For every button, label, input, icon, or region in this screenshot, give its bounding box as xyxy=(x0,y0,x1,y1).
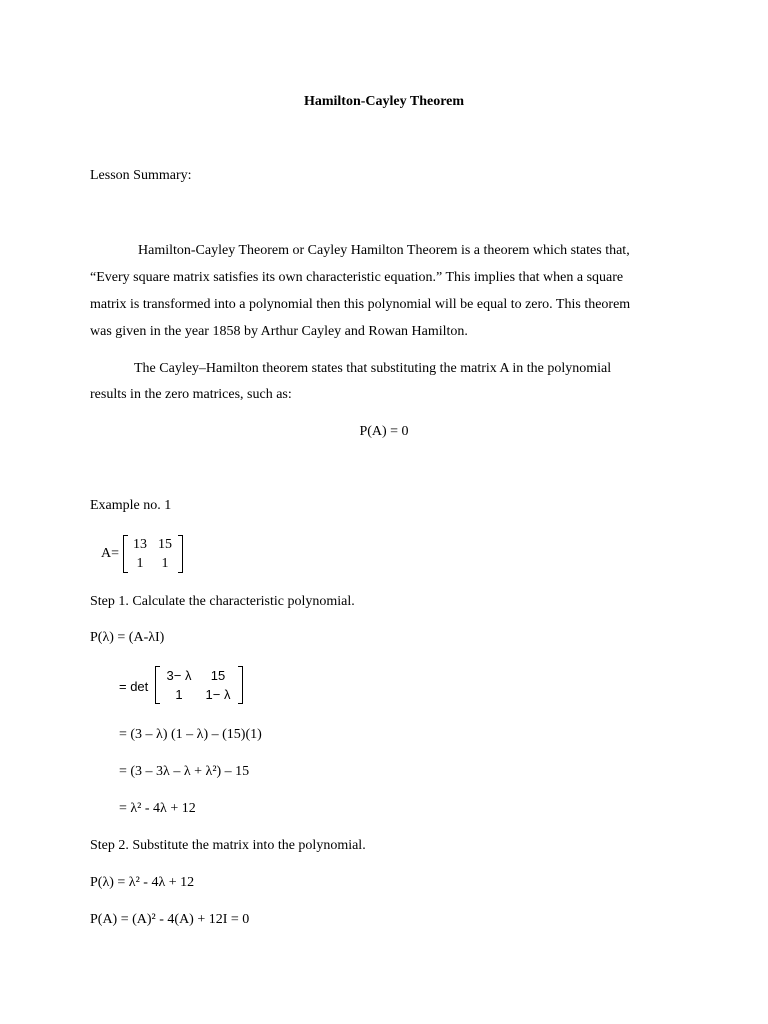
matrix-a xyxy=(123,535,183,573)
expansion-line2: = (3 – 3λ – λ + λ²) – 15 xyxy=(119,764,250,779)
det-matrix xyxy=(155,666,243,704)
step2-label: Step 2. Substitute the matrix into the polynomial. xyxy=(90,838,366,853)
example-label: Example no. 1 xyxy=(90,498,172,513)
matrix-a-prefix: A= xyxy=(101,546,120,561)
centered-equation: P(A) = 0 xyxy=(359,424,409,439)
expansion-line3: = λ² - 4λ + 12 xyxy=(119,801,196,816)
step1-label: Step 1. Calculate the characteristic polynomial. xyxy=(90,594,355,609)
det-prefix: = det xyxy=(119,679,149,694)
paragraph1-line1: Hamilton-Cayley Theorem or Cayley Hamilton Theorem is a theorem which states that, xyxy=(138,243,630,258)
det-matrix-cell: 1 xyxy=(175,687,183,702)
matrix-a-cell: 13 xyxy=(133,537,147,552)
paragraph2-line2: results in the zero matrices, such as: xyxy=(90,387,292,402)
det-matrix-cell: 3− λ xyxy=(166,668,192,683)
paragraph1-line2: “Every square matrix satisfies its own characteristic equation.” This implies that when a square xyxy=(90,270,624,285)
paragraph2-line1: The Cayley–Hamilton theorem states that substituting the matrix A in the polynomial xyxy=(134,361,612,376)
expansion-line1: = (3 – λ) (1 – λ) – (15)(1) xyxy=(119,727,262,742)
final-line1: P(λ) = λ² - 4λ + 12 xyxy=(90,875,195,890)
det-matrix-cell: 1− λ xyxy=(205,687,231,702)
matrix-a-cell: 1 xyxy=(136,556,144,571)
det-matrix-cell: 15 xyxy=(210,668,226,683)
paragraph1-line4: was given in the year 1858 by Arthur Cayley and Rowan Hamilton. xyxy=(90,324,468,339)
lesson-summary-label: Lesson Summary: xyxy=(90,168,192,183)
p-lambda-definition: P(λ) = (A-λI) xyxy=(90,630,165,645)
paragraph1-line3: matrix is transformed into a polynomial then this polynomial will be equal to zero. This theorem xyxy=(90,297,631,312)
matrix-a-cell: 1 xyxy=(161,556,169,571)
document-title: Hamilton-Cayley Theorem xyxy=(303,94,465,109)
final-line2: P(A) = (A)² - 4(A) + 12I = 0 xyxy=(90,912,250,927)
matrix-a-cell: 15 xyxy=(158,537,172,552)
